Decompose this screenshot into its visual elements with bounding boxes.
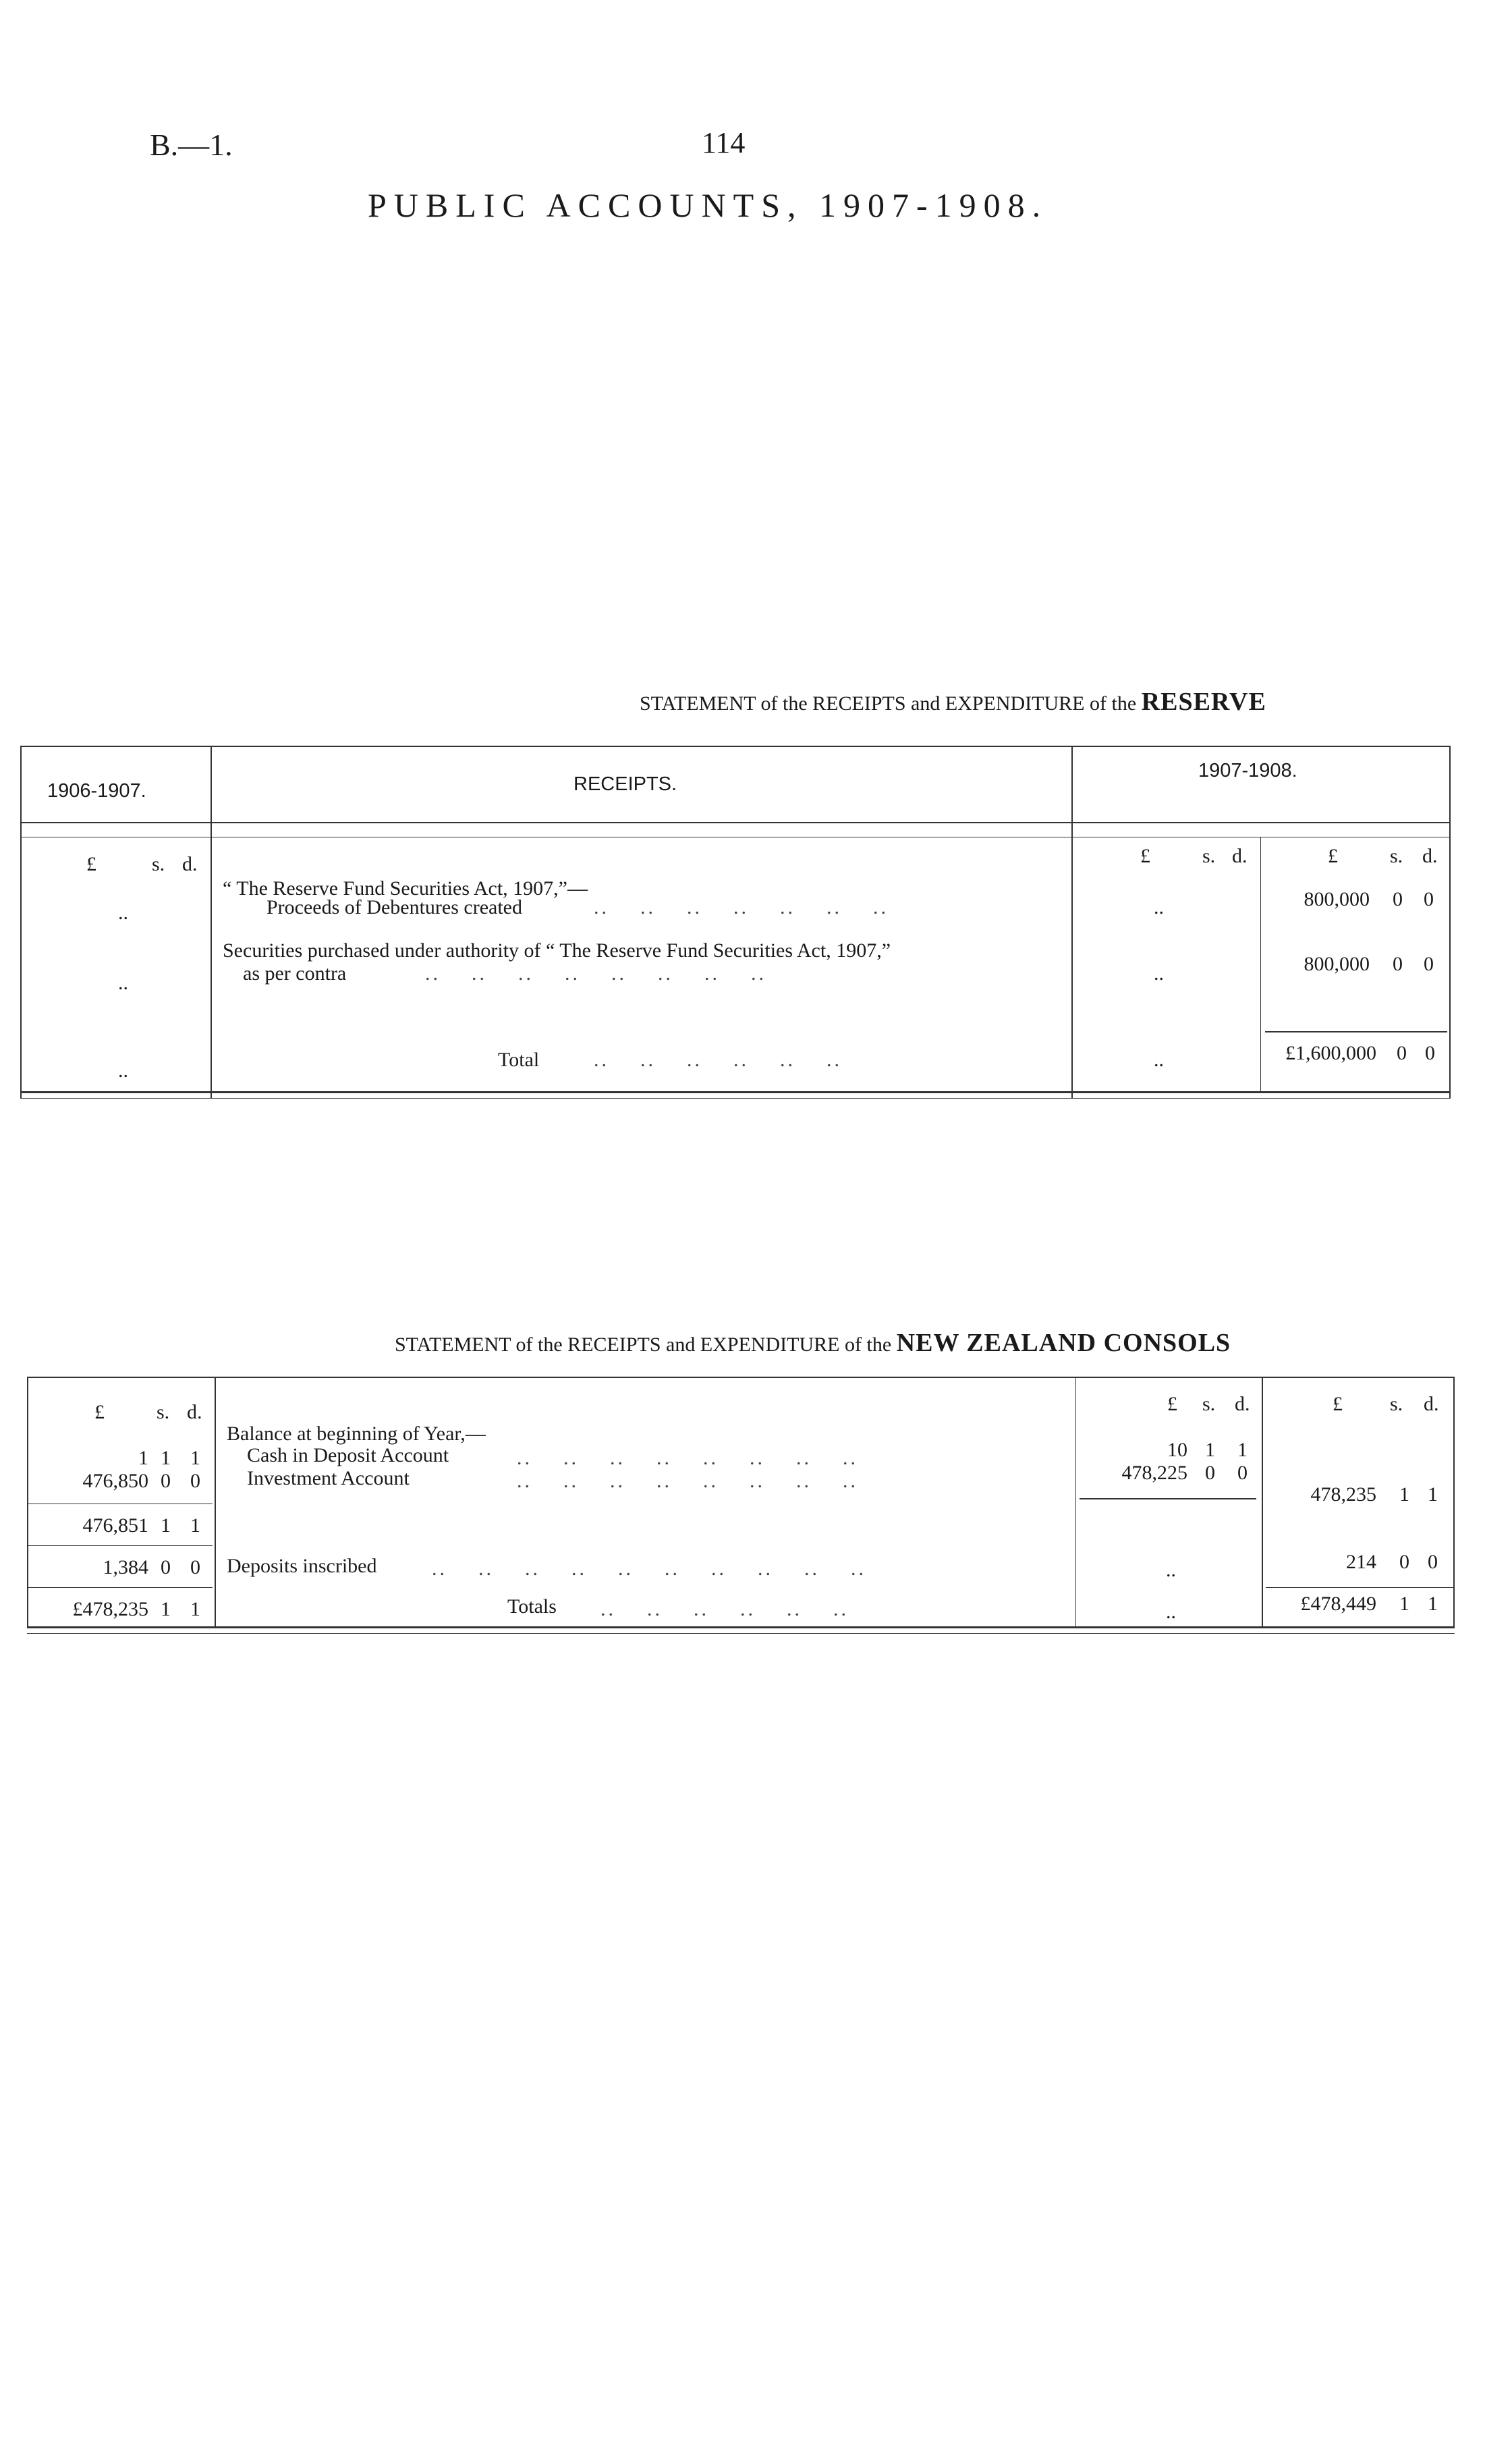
total-label: Total <box>498 1049 540 1071</box>
pounds-value: 214 <box>1346 1551 1376 1573</box>
unit-shilling: s. <box>1202 1393 1216 1415</box>
pounds-value: 478,235 <box>1310 1483 1376 1506</box>
unit-pence: d. <box>1424 1393 1439 1415</box>
consols-caption <box>395 1328 1231 1358</box>
rule <box>27 1377 28 1626</box>
rule <box>1265 1031 1447 1032</box>
pence-value: 0 <box>190 1556 200 1578</box>
shillings-total: 0 <box>1397 1042 1407 1064</box>
pence-total: 1 <box>1428 1593 1438 1615</box>
page-number: 114 <box>702 126 746 159</box>
row-label: Investment Account <box>247 1467 410 1489</box>
unit-pound: £ <box>1167 1393 1177 1415</box>
dot-leader: .. .. .. .. .. .. .. <box>594 896 889 918</box>
total-label: Totals <box>507 1595 557 1618</box>
rule <box>1449 746 1451 1098</box>
unit-pound: £ <box>94 1401 105 1423</box>
pounds-value: 476,851 <box>82 1514 148 1537</box>
prev-year-value: .. <box>118 1059 128 1082</box>
unit-pence: d. <box>182 853 198 875</box>
pence-total: 0 <box>1425 1042 1435 1064</box>
shillings-value: 0 <box>1205 1462 1215 1484</box>
mid-value: .. <box>1154 962 1164 985</box>
rule <box>27 1626 1455 1628</box>
unit-pound: £ <box>1333 1393 1343 1415</box>
shillings-value: 1 <box>161 1514 171 1537</box>
prev-year-value: .. <box>118 902 128 924</box>
col-heading-cur-year: 1907-1908. <box>1198 760 1297 781</box>
dot-leader: .. .. .. .. .. .. .. .. <box>517 1470 858 1492</box>
col-heading-prev-year: 1906-1907. <box>47 780 146 802</box>
reserve-caption <box>640 687 1266 717</box>
document-reference: B.—1. <box>150 128 233 162</box>
pounds-value: 800,000 <box>1304 888 1370 910</box>
col-heading-receipts: RECEIPTS. <box>573 773 677 795</box>
mid-value: .. <box>1154 896 1164 918</box>
dot-leader: .. .. .. .. .. .. .. .. .. .. <box>432 1558 866 1580</box>
pounds-value: 10 <box>1167 1439 1187 1461</box>
rule <box>211 746 212 1098</box>
mid-value: .. <box>1166 1601 1176 1623</box>
balance-heading: Balance at beginning of Year,— <box>227 1423 486 1445</box>
rule <box>20 746 22 1098</box>
shillings-total: 1 <box>161 1598 171 1620</box>
rule <box>20 1091 1451 1093</box>
unit-pound: £ <box>1328 845 1338 867</box>
rule <box>27 1545 213 1546</box>
shillings-value: 1 <box>1205 1439 1215 1461</box>
rule <box>27 1587 213 1588</box>
pence-value: 1 <box>190 1447 200 1469</box>
pounds-value: 1 <box>138 1447 148 1469</box>
rule <box>1071 746 1073 1098</box>
pence-value: 0 <box>1424 888 1434 910</box>
shillings-value: 0 <box>1393 888 1403 910</box>
row-label: “ The Reserve Fund Securities Act, 1907,”— <box>223 877 588 900</box>
unit-shilling: s. <box>157 1401 170 1423</box>
dot-leader: .. .. .. .. .. .. .. .. <box>425 962 766 985</box>
rule <box>1266 1587 1455 1588</box>
rule <box>1262 1377 1263 1626</box>
rule <box>1260 837 1261 1091</box>
rule <box>1453 1377 1455 1626</box>
rule <box>215 1377 216 1626</box>
rule <box>20 746 1451 747</box>
rule <box>27 1377 1455 1378</box>
rule <box>1075 1377 1076 1626</box>
unit-pound: £ <box>86 853 96 875</box>
rule <box>20 822 1451 823</box>
dot-leader: .. .. .. .. .. .. .. .. <box>517 1447 858 1469</box>
pounds-total: £478,235 <box>72 1598 148 1620</box>
row-label-sub: Proceeds of Debentures created <box>267 896 522 918</box>
unit-pence: d. <box>1422 845 1438 867</box>
dot-leader: .. .. .. .. .. .. <box>594 1049 842 1071</box>
pounds-value: 1,384 <box>103 1556 148 1578</box>
pounds-value: 478,225 <box>1121 1462 1187 1484</box>
unit-pence: d. <box>187 1401 202 1423</box>
rule <box>27 1633 1455 1634</box>
unit-shilling: s. <box>152 853 165 875</box>
unit-pound: £ <box>1140 845 1150 867</box>
rule <box>20 1098 1451 1099</box>
unit-pence: d. <box>1232 845 1248 867</box>
shillings-value: 1 <box>1399 1483 1409 1506</box>
mid-value: .. <box>1166 1559 1176 1581</box>
pounds-value: 476,850 <box>82 1470 148 1492</box>
shillings-total: 1 <box>1399 1593 1409 1615</box>
pence-value: 0 <box>1237 1462 1248 1484</box>
page-title: PUBLIC ACCOUNTS, 1907-1908. <box>368 186 1048 224</box>
pence-value: 0 <box>1428 1551 1438 1573</box>
consols-caption-bold: NEW ZEALAND CONSOLS <box>896 1329 1231 1357</box>
dot-leader: .. .. .. .. .. .. <box>600 1598 849 1620</box>
pence-value: 0 <box>190 1470 200 1492</box>
unit-shilling: s. <box>1202 845 1216 867</box>
unit-shilling: s. <box>1390 845 1403 867</box>
prev-year-value: .. <box>118 972 128 994</box>
shillings-value: 1 <box>161 1447 171 1469</box>
mid-value: .. <box>1154 1049 1164 1071</box>
pounds-value: 800,000 <box>1304 953 1370 975</box>
shillings-value: 0 <box>161 1556 171 1578</box>
rule <box>1080 1498 1256 1499</box>
unit-pence: d. <box>1235 1393 1250 1415</box>
pence-value: 1 <box>1237 1439 1248 1461</box>
pence-value: 1 <box>1428 1483 1438 1506</box>
shillings-value: 0 <box>161 1470 171 1492</box>
shillings-value: 0 <box>1393 953 1403 975</box>
pence-value: 1 <box>190 1514 200 1537</box>
consols-caption-prefix: STATEMENT of the RECEIPTS and EXPENDITURE of the <box>395 1333 892 1356</box>
reserve-caption-bold: RESERVE <box>1141 688 1266 716</box>
pounds-total: £478,449 <box>1300 1593 1376 1615</box>
row-label-sub: as per contra <box>243 962 347 985</box>
shillings-value: 0 <box>1399 1551 1409 1573</box>
row-label: Deposits inscribed <box>227 1555 377 1577</box>
pence-total: 1 <box>190 1598 200 1620</box>
unit-shilling: s. <box>1390 1393 1403 1415</box>
pence-value: 0 <box>1424 953 1434 975</box>
row-label: Cash in Deposit Account <box>247 1444 449 1466</box>
reserve-caption-prefix: STATEMENT of the RECEIPTS and EXPENDITURE of the <box>640 692 1137 715</box>
row-label: Securities purchased under authority of “ The Reserve Fund Securities Act, 1907,” <box>223 939 891 962</box>
pounds-total: £1,600,000 <box>1285 1042 1376 1064</box>
